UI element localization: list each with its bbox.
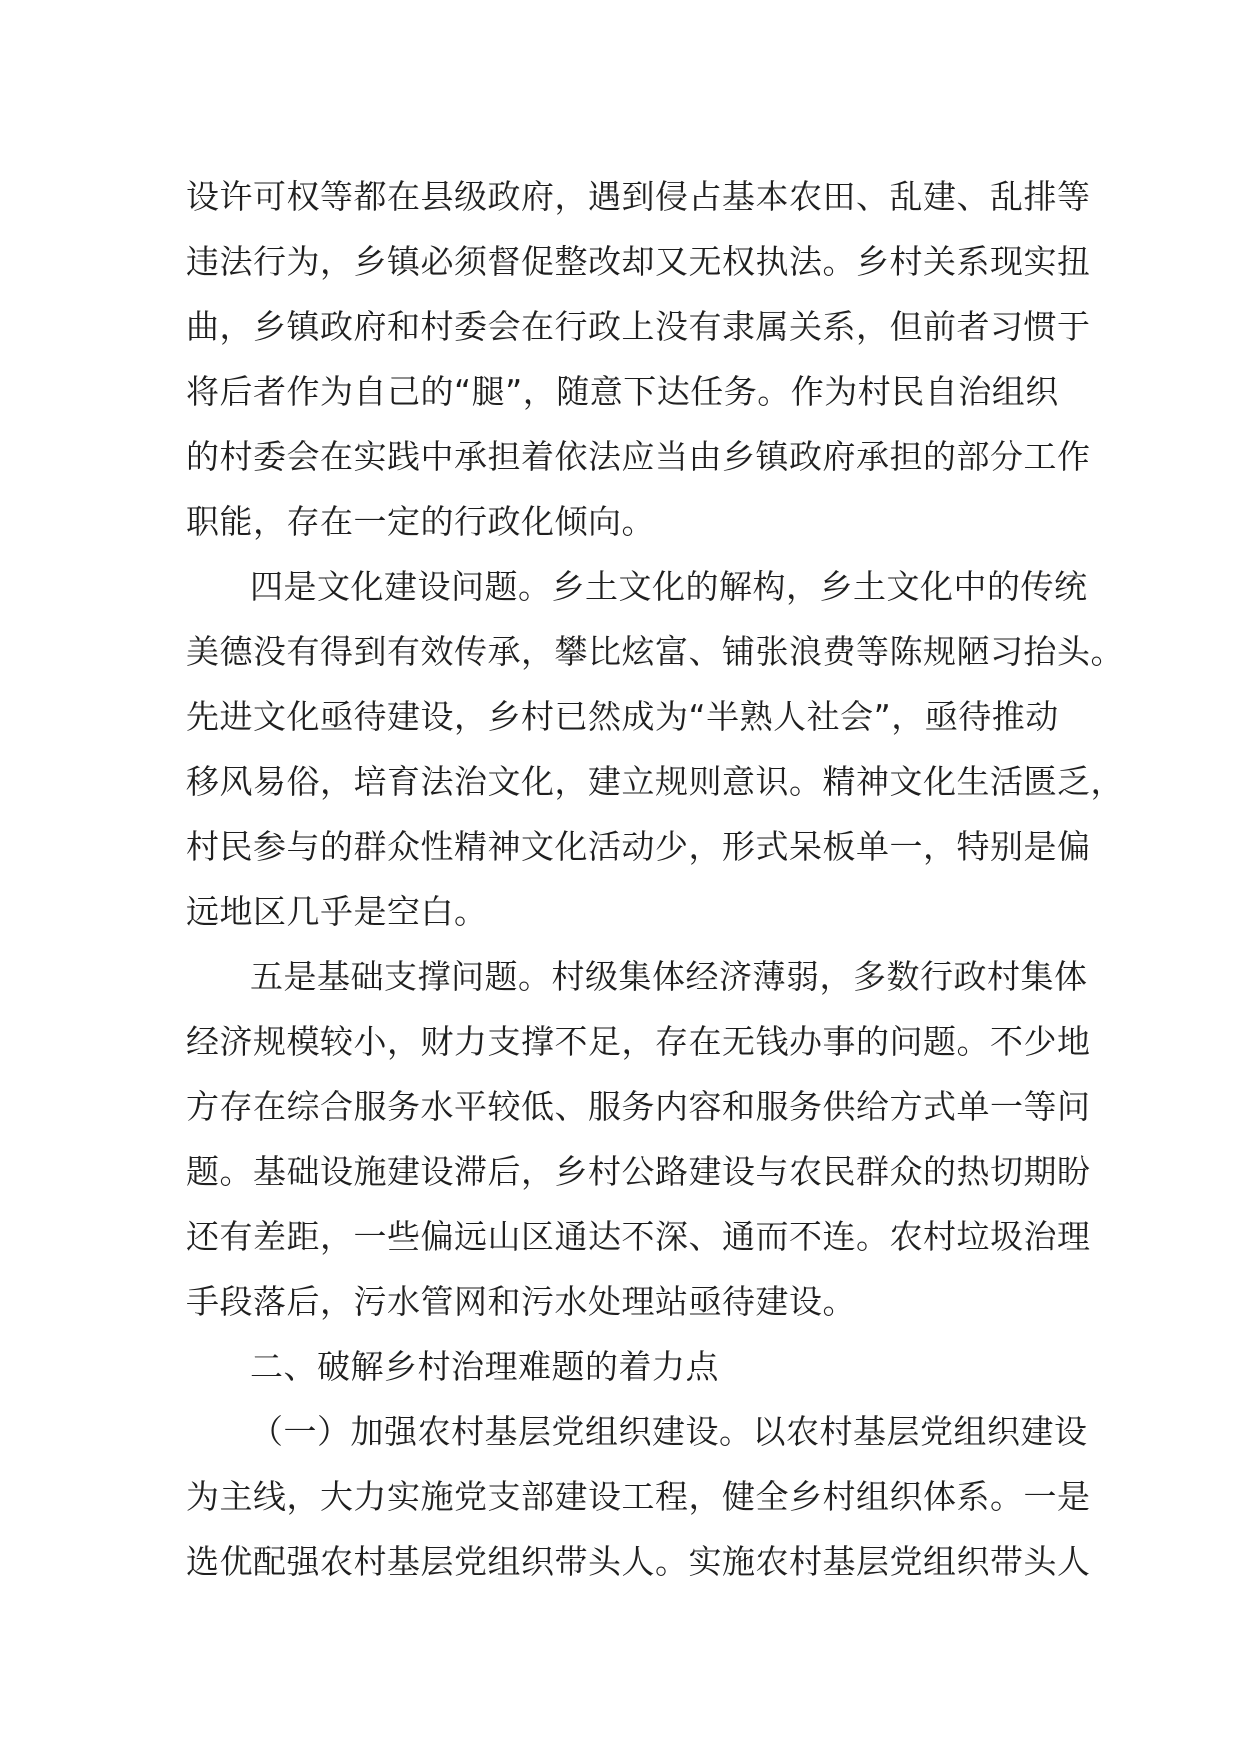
text-line: 曲，乡镇政府和村委会在行政上没有隶属关系，但前者习惯于 [186, 307, 1091, 346]
text-line: 设许可权等都在县级政府，遇到侵占基本农田、乱建、乱排等 [186, 177, 1091, 216]
text-line: 美德没有得到有效传承，攀比炫富、铺张浪费等陈规陋习抬头。 [186, 632, 1124, 671]
text-line: 先进文化亟待建设，乡村已然成为“半熟人社会”，亟待推动 [186, 697, 1059, 736]
text-line: 还有差距，一些偏远山区通达不深、通而不连。农村垃圾治理 [186, 1217, 1091, 1256]
text-line: 违法行为，乡镇必须督促整改却又无权执法。乡村关系现实扭 [186, 242, 1091, 281]
text-line: 经济规模较小，财力支撑不足，存在无钱办事的问题。不少地 [186, 1022, 1091, 1061]
text-line: 的村委会在实践中承担着依法应当由乡镇政府承担的部分工作 [186, 437, 1091, 476]
text-line: 将后者作为自己的“腿”，随意下达任务。作为村民自治组织 [186, 372, 1059, 411]
text-line: 选优配强农村基层党组织带头人。实施农村基层党组织带头人 [186, 1542, 1091, 1581]
text-line: 手段落后，污水管网和污水处理站亟待建设。 [186, 1282, 856, 1321]
text-line: 远地区几乎是空白。 [186, 892, 488, 931]
text-line: 移风易俗，培育法治文化，建立规则意识。精神文化生活匮乏， [186, 762, 1124, 801]
document-body [186, 164, 1124, 1594]
paragraph-start-line: （一）加强农村基层党组织建设。以农村基层党组织建设 [250, 1412, 1088, 1451]
text-line: 题。基础设施建设滞后，乡村公路建设与农民群众的热切期盼 [186, 1152, 1091, 1191]
section-heading: 二、破解乡村治理难题的着力点 [250, 1347, 719, 1386]
text-line: 方存在综合服务水平较低、服务内容和服务供给方式单一等问 [186, 1087, 1091, 1126]
text-line: 村民参与的群众性精神文化活动少，形式呆板单一，特别是偏 [186, 827, 1091, 866]
paragraph-start-line: 四是文化建设问题。乡土文化的解构，乡土文化中的传统 [250, 567, 1088, 606]
text-line: 为主线，大力实施党支部建设工程，健全乡村组织体系。一是 [186, 1477, 1091, 1516]
paragraph-start-line: 五是基础支撑问题。村级集体经济薄弱，多数行政村集体 [250, 957, 1088, 996]
text-line: 职能，存在一定的行政化倾向。 [186, 502, 655, 541]
